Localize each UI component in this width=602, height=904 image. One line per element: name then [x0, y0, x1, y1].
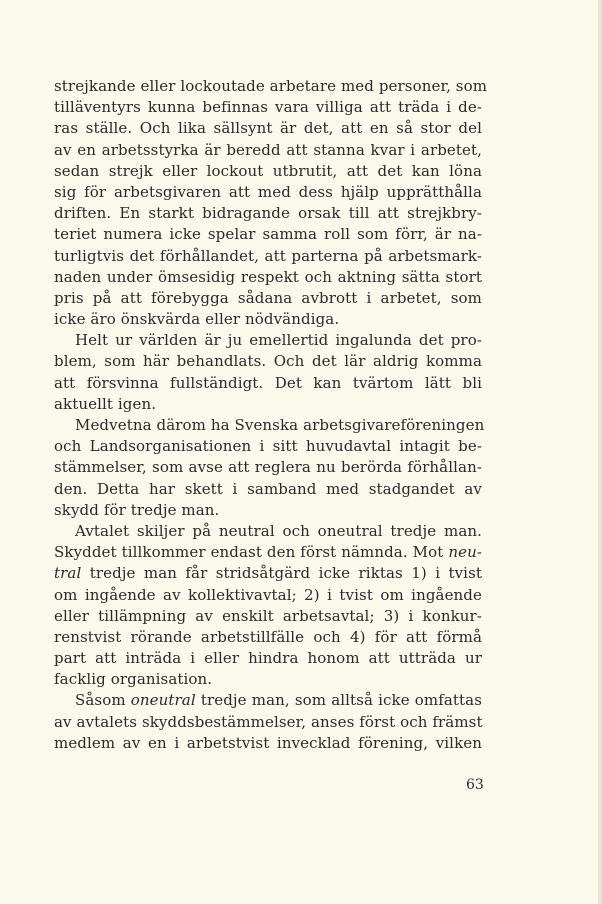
- text-line: [54, 690, 482, 711]
- text-line: [54, 182, 482, 203]
- italic-term: tral: [54, 564, 82, 583]
- text-line: [54, 712, 482, 733]
- line-text: driften. En starkt bidragande orsak till att strejkbry-: [54, 204, 482, 223]
- text-line: [54, 309, 482, 330]
- line-text: Skyddet tillkommer endast den först nämnda. Mot: [54, 543, 444, 562]
- line-text: blem, som här behandlats. Och det lär aldrig komma: [54, 352, 482, 371]
- text-line: [54, 246, 482, 267]
- line-text: skydd för tredje man.: [54, 500, 220, 519]
- text-line: [54, 542, 482, 563]
- line-text: tredje man får stridsåtgärd icke riktas 1) i tvist: [89, 564, 482, 583]
- line-text: renstvist rörande arbetstillfälle och 4) för att förmå: [54, 627, 482, 646]
- body-text: [54, 76, 488, 754]
- text-line: [54, 500, 482, 521]
- text-line: [54, 606, 482, 627]
- text-line: [54, 161, 482, 182]
- line-text: sig för arbetsgivaren att med dess hjälp upprätthålla: [54, 182, 482, 201]
- text-line: [54, 76, 488, 97]
- text-line: [54, 648, 482, 669]
- line-text: av en arbetsstyrka är beredd att stanna kvar i arbetet,: [54, 140, 482, 159]
- text-line: [54, 288, 482, 309]
- text-line: [54, 585, 482, 606]
- text-line: [54, 267, 482, 288]
- line-text: strejkande eller lockoutade arbetare med personer, som: [54, 77, 488, 95]
- text-line: [54, 669, 482, 690]
- line-text: Helt ur världen är ju emellertid ingalunda det pro-: [75, 331, 482, 350]
- line-prefix: Såsom: [75, 691, 131, 710]
- line-text: aktuellt igen.: [54, 394, 157, 413]
- text-line: [54, 224, 482, 245]
- text-line: [54, 733, 482, 754]
- page-number: 63: [466, 777, 484, 793]
- text-line: [54, 203, 482, 224]
- line-text: av avtalets skyddsbestämmelser, anses först och främst: [54, 712, 483, 731]
- text-line: [54, 457, 482, 478]
- text-line: [54, 394, 482, 415]
- line-text: medlem av en i arbetstvist invecklad förening, vilken: [54, 733, 482, 752]
- text-line: [54, 479, 482, 500]
- line-text: den. Detta har skett i samband med stadgandet av: [54, 479, 482, 498]
- line-text: tilläventyrs kunna befinnas vara villiga att träda i de-: [54, 98, 482, 117]
- line-text: ras ställe. Och lika sällsynt är det, att en så stor del: [54, 119, 482, 138]
- line-text: naden under ömsesidig respekt och aktning sätta stort: [54, 267, 482, 286]
- line-text: pris på att förebygga sådana avbrott i arbetet, som: [54, 288, 482, 307]
- line-text: att försvinna fullständigt. Det kan tvärtom lätt bli: [54, 373, 482, 392]
- line-text: part att inträda i eller hindra honom att utträda ur: [54, 649, 482, 668]
- text-line: [54, 97, 482, 118]
- text-line: [54, 330, 482, 351]
- text-line: [54, 140, 482, 161]
- text-line: [54, 118, 482, 139]
- text-line: [54, 436, 482, 457]
- line-text: stämmelser, som avse att reglera nu berörda förhållan-: [54, 458, 482, 477]
- line-text: tredje man, som alltså icke omfattas: [200, 691, 483, 710]
- line-text: Medvetna därom ha Svenska arbetsgivareföreningen: [75, 416, 485, 434]
- text-line: [54, 351, 482, 372]
- text-line: [54, 373, 482, 394]
- italic-term: neu-: [448, 543, 483, 562]
- page-edge: [598, 0, 602, 904]
- line-text: turligtvis det förhållandet, att parterna på arbetsmark-: [54, 246, 482, 265]
- line-text: eller tillämpning av enskilt arbetsavtal; 3) i konkur-: [54, 606, 482, 625]
- line-text: Avtalet skiljer på neutral och oneutral tredje man.: [75, 521, 482, 540]
- line-text: om ingående av kollektivavtal; 2) i tvist om ingående: [54, 585, 482, 604]
- line-text: sedan strejk eller lockout utbrutit, att det kan löna: [54, 161, 482, 180]
- line-text: och Landsorganisationen i sitt huvudavtal intagit be-: [54, 437, 482, 456]
- text-line: [54, 521, 482, 542]
- line-text: icke äro önskvärda eller nödvändiga.: [54, 310, 340, 329]
- text-line: [54, 627, 482, 648]
- text-line: [54, 415, 485, 436]
- italic-term: oneutral: [130, 691, 196, 710]
- line-text: facklig organisation.: [54, 670, 213, 689]
- text-line: [54, 563, 482, 584]
- line-text: teriet numera icke spelar samma roll som förr, är na-: [54, 225, 482, 244]
